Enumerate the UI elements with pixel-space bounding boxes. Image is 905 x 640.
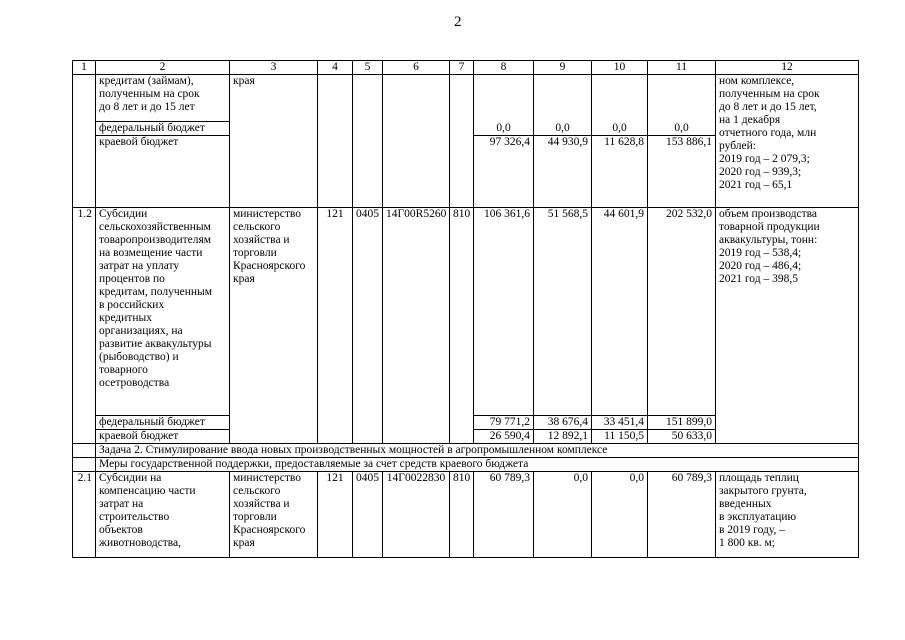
row-note: ном комплексе, полученным на срок до 8 лет и до 15 лет, на 1 декабря отчетного года, млн рублей: 2019 год – 2 079,3; 2020 год – 939,3; 2021 год – 65,1 <box>716 75 859 208</box>
cell-value: 60 789,3 <box>648 472 716 558</box>
code-cell: 14Г0022830 <box>383 472 450 558</box>
row-number: 1.2 <box>73 208 96 444</box>
cell-value: 153 886,1 <box>648 136 716 208</box>
header-cell: 11 <box>648 61 716 75</box>
header-cell: 3 <box>230 61 318 75</box>
code-cell: 810 <box>450 208 474 444</box>
reg-label: краевой бюджет <box>96 430 230 444</box>
row-name: кредитам (займам), полученным на срок до 8 лет и до 15 лет <box>96 75 230 122</box>
fed-label: федеральный бюджет <box>96 416 230 430</box>
cell-value: 11 150,5 <box>592 430 648 444</box>
code-cell: 810 <box>450 472 474 558</box>
cell-value: 79 771,2 <box>474 416 534 430</box>
cell-value: 38 676,4 <box>534 416 592 430</box>
cell-value: 97 326,4 <box>474 136 534 208</box>
header-cell: 4 <box>318 61 353 75</box>
fed-label: федеральный бюджет <box>96 122 230 136</box>
header-cell: 6 <box>383 61 450 75</box>
row-org: края <box>230 75 318 208</box>
table-row <box>73 444 859 458</box>
cell-value: 51 568,5 <box>534 208 592 416</box>
cell-value: 0,0 <box>592 122 648 136</box>
table-row <box>73 75 859 122</box>
cell-value: 33 451,4 <box>592 416 648 430</box>
cell-value: 106 361,6 <box>474 208 534 416</box>
cell-value: 50 633,0 <box>648 430 716 444</box>
cell-value: 60 789,3 <box>474 472 534 558</box>
reg-label: краевой бюджет <box>96 136 230 208</box>
cell-value: 0,0 <box>534 472 592 558</box>
budget-table <box>72 60 859 558</box>
cell-value: 12 892,1 <box>534 430 592 444</box>
cell-value: 0,0 <box>474 122 534 136</box>
page-number: 2 <box>454 14 462 30</box>
header-row <box>73 61 859 75</box>
header-cell: 9 <box>534 61 592 75</box>
header-cell: 7 <box>450 61 474 75</box>
row-name: Субсидии на компенсацию части затрат на строительство объектов животноводства, <box>96 472 230 558</box>
header-cell: 5 <box>353 61 383 75</box>
cell-value: 26 590,4 <box>474 430 534 444</box>
cell-value: 0,0 <box>592 472 648 558</box>
row-note: площадь теплиц закрытого грунта, введенных в эксплуатацию в 2019 году, – 1 800 кв. м; <box>716 472 859 558</box>
row-org: министерство сельского хозяйства и торговли Красноярского края <box>230 208 318 444</box>
header-cell: 1 <box>73 61 96 75</box>
code-cell: 121 <box>318 208 353 444</box>
row-number: 2.1 <box>73 472 96 558</box>
row-name: Субсидии сельскохозяйственным товаропроизводителям на возмещение части затрат на уплату процентов по кредитам, полученным в российских кредитных организациях, на развитие аквакультуры (рыбоводство) и товарного осетроводства <box>96 208 230 416</box>
row-note: объем производства товарной продукции аквакультуры, тонн: 2019 год – 538,4; 2020 год – 486,4; 2021 год – 398,5 <box>716 208 859 444</box>
header-cell: 12 <box>716 61 859 75</box>
header-cell: 8 <box>474 61 534 75</box>
cell-value: 11 628,8 <box>592 136 648 208</box>
table-row <box>73 472 859 558</box>
table-row <box>73 458 859 472</box>
code-cell: 121 <box>318 472 353 558</box>
cell-value: 44 601,9 <box>592 208 648 416</box>
code-cell: 14Г00R5260 <box>383 208 450 444</box>
row-org: министерство сельского хозяйства и торговли Красноярского края <box>230 472 318 558</box>
code-cell: 0405 <box>353 208 383 444</box>
header-cell: 10 <box>592 61 648 75</box>
header-cell: 2 <box>96 61 230 75</box>
cell-value: 44 930,9 <box>534 136 592 208</box>
cell-value: 151 899,0 <box>648 416 716 430</box>
task-heading: Задача 2. Стимулирование ввода новых производственных мощностей в агропромышленном комплексе <box>96 444 859 458</box>
cell-value: 202 532,0 <box>648 208 716 416</box>
measures-heading: Меры государственной поддержки, предоставляемые за счет средств краевого бюджета <box>96 458 859 472</box>
cell-value: 0,0 <box>648 122 716 136</box>
code-cell: 0405 <box>353 472 383 558</box>
table-row <box>73 208 859 416</box>
cell-value: 0,0 <box>534 122 592 136</box>
